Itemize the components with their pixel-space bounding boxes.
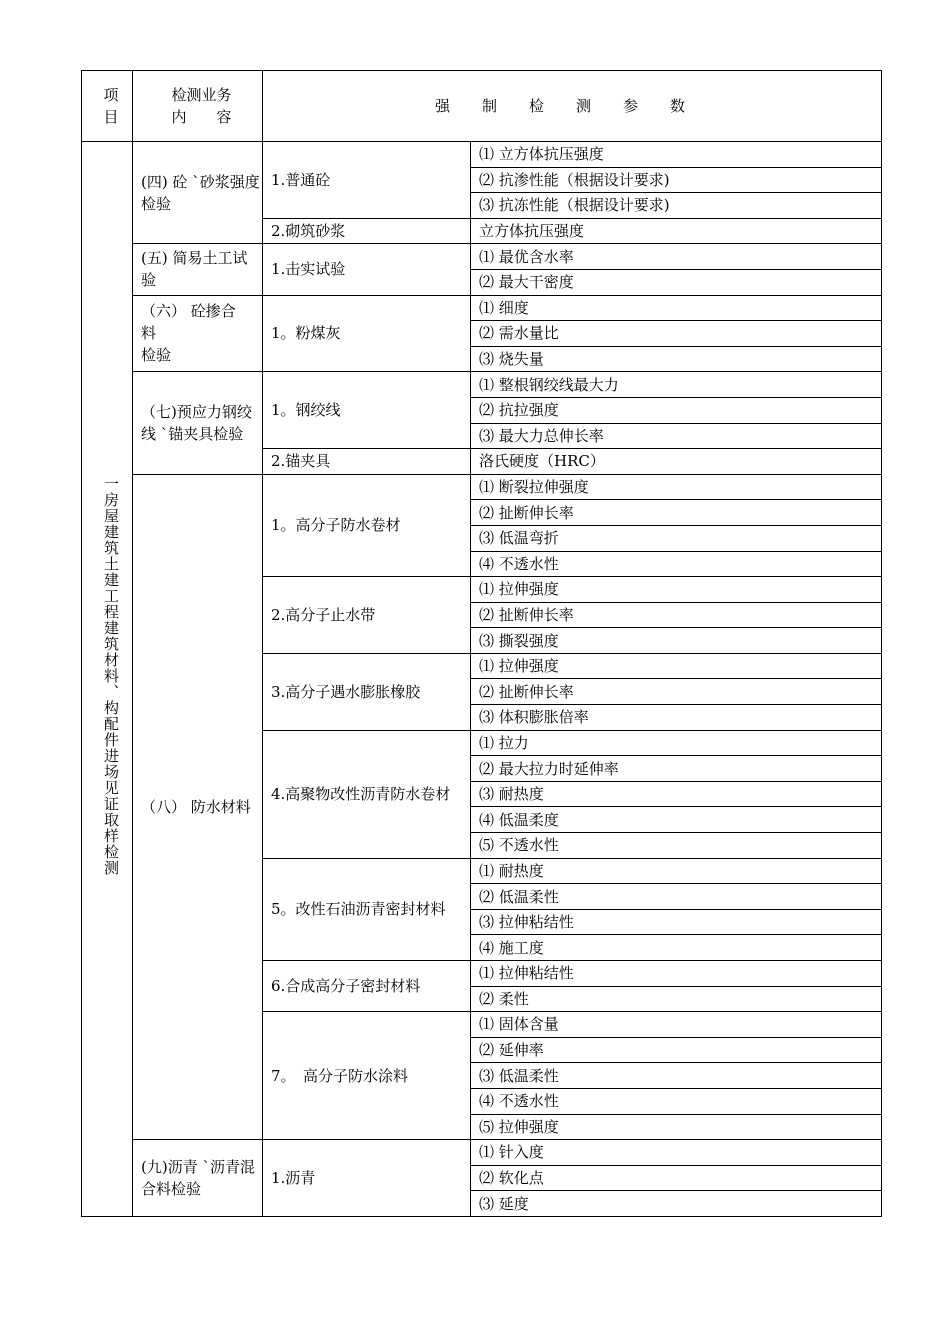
param-cell: ⑸ 不透水性 <box>471 833 882 859</box>
table-body <box>82 142 882 1217</box>
param-cell: 洛氏硬度（HRC） <box>471 449 882 475</box>
param-cell: ⑵ 抗渗性能（根据设计要求) <box>471 167 882 193</box>
param-cell: ⑵ 扯断伸长率 <box>471 500 882 526</box>
item-cell <box>263 218 471 244</box>
item-cell <box>263 577 471 654</box>
category-cell <box>133 295 263 372</box>
item-label: 4.高聚物改性沥青防水卷材 <box>271 785 451 804</box>
item-label: 2.锚夹具 <box>271 452 331 471</box>
param-cell: ⑷ 不透水性 <box>471 1088 882 1114</box>
header-project <box>82 71 133 142</box>
header-row <box>82 71 882 142</box>
item-cell <box>263 372 471 449</box>
param-cell: ⑸ 拉伸强度 <box>471 1114 882 1140</box>
table-row <box>82 1140 882 1166</box>
param-cell: ⑶ 低温柔性 <box>471 1063 882 1089</box>
param-cell: ⑶ 低温弯折 <box>471 525 882 551</box>
param-cell: ⑶ 撕裂强度 <box>471 628 882 654</box>
table-row <box>82 244 882 270</box>
table-row <box>82 142 882 168</box>
param-cell: ⑴ 整根钢绞线最大力 <box>471 372 882 398</box>
table-row <box>82 295 882 321</box>
param-cell: ⑵ 抗拉强度 <box>471 397 882 423</box>
inspection-table <box>81 70 882 1217</box>
param-cell: ⑴ 最优含水率 <box>471 244 882 270</box>
category-label: （八） 防水材料 <box>141 797 251 816</box>
table-row <box>82 474 882 500</box>
item-label: 2.高分子止水带 <box>271 605 376 624</box>
category-label: （六） 砼掺合 料 检验 <box>141 302 236 365</box>
item-label: 1.沥青 <box>271 1169 316 1188</box>
category-cell <box>133 244 263 295</box>
item-label: 1.普通砼 <box>271 170 331 189</box>
item-cell <box>263 1140 471 1217</box>
item-label: 6.合成高分子密封材料 <box>271 977 421 996</box>
header-content-text: 检测业务 内 容 <box>171 86 232 126</box>
item-label: 3.高分子遇水膨胀橡胶 <box>271 682 421 701</box>
item-cell <box>263 244 471 295</box>
param-cell: ⑵ 最大干密度 <box>471 269 882 295</box>
header-params <box>263 71 882 142</box>
header-project-text: 项 目 <box>103 86 119 126</box>
category-cell <box>133 372 263 474</box>
item-label: 1。钢绞线 <box>271 401 341 420</box>
item-cell <box>263 653 471 730</box>
param-cell: ⑴ 针入度 <box>471 1140 882 1166</box>
table-row <box>82 372 882 398</box>
param-cell: ⑷ 低温柔度 <box>471 807 882 833</box>
item-cell <box>263 961 471 1012</box>
param-cell: ⑶ 烧失量 <box>471 346 882 372</box>
param-cell: ⑶ 延度 <box>471 1191 882 1217</box>
param-cell: ⑶ 体积膨胀倍率 <box>471 705 882 731</box>
param-cell: ⑴ 断裂拉伸强度 <box>471 474 882 500</box>
param-cell: ⑵ 软化点 <box>471 1165 882 1191</box>
section-label: 一房屋建筑土建工程建筑材料、构配件进场见证取样检测 <box>102 475 120 876</box>
param-cell: ⑵ 扯断伸长率 <box>471 679 882 705</box>
category-cell <box>133 1140 263 1217</box>
item-label: 7。 高分子防水涂料 <box>271 1066 409 1085</box>
category-label: (九)沥青 `沥青混合料检验 <box>141 1158 255 1199</box>
param-cell: ⑵ 最大拉力时延伸率 <box>471 756 882 782</box>
category-label: (五) 简易土工试验 <box>141 249 248 290</box>
item-cell <box>263 1012 471 1140</box>
item-label: 1。粉煤灰 <box>271 324 341 343</box>
item-cell <box>263 858 471 960</box>
section-cell <box>82 142 133 1217</box>
category-cell <box>133 142 263 244</box>
item-cell <box>263 730 471 858</box>
category-label: （七)预应力钢绞线 `锚夹具检验 <box>141 403 252 444</box>
param-cell: ⑴ 拉伸强度 <box>471 653 882 679</box>
category-cell <box>133 474 263 1139</box>
item-label: 5。改性石油沥青密封材料 <box>271 900 446 919</box>
param-cell: ⑷ 不透水性 <box>471 551 882 577</box>
param-cell: ⑶ 拉伸粘结性 <box>471 909 882 935</box>
item-label: 1.击实试验 <box>271 260 346 279</box>
param-cell: ⑴ 立方体抗压强度 <box>471 142 882 168</box>
param-cell: ⑵ 需水量比 <box>471 321 882 347</box>
param-cell: ⑴ 耐热度 <box>471 858 882 884</box>
param-cell: ⑴ 拉力 <box>471 730 882 756</box>
item-cell <box>263 474 471 576</box>
param-cell: ⑴ 细度 <box>471 295 882 321</box>
param-cell: ⑴ 拉伸强度 <box>471 577 882 603</box>
item-cell <box>263 142 471 219</box>
param-cell: ⑴ 固体含量 <box>471 1012 882 1038</box>
category-label: (四) 砼 `砂浆强度检验 <box>141 172 260 213</box>
item-cell <box>263 295 471 372</box>
param-cell: ⑵ 扯断伸长率 <box>471 602 882 628</box>
param-cell: ⑵ 柔性 <box>471 986 882 1012</box>
param-cell: ⑶ 最大力总伸长率 <box>471 423 882 449</box>
header-content <box>133 71 263 142</box>
param-cell: ⑶ 抗冻性能（根据设计要求) <box>471 193 882 219</box>
header-params-text: 强制检测参数 <box>435 97 718 115</box>
item-label: 2.砌筑砂浆 <box>271 222 346 241</box>
param-cell: ⑶ 耐热度 <box>471 781 882 807</box>
param-cell: ⑵ 低温柔性 <box>471 884 882 910</box>
item-label: 1。高分子防水卷材 <box>271 516 401 535</box>
param-cell: ⑴ 拉伸粘结性 <box>471 961 882 987</box>
param-cell: 立方体抗压强度 <box>471 218 882 244</box>
param-cell: ⑷ 施工度 <box>471 935 882 961</box>
item-cell <box>263 449 471 475</box>
param-cell: ⑵ 延伸率 <box>471 1037 882 1063</box>
